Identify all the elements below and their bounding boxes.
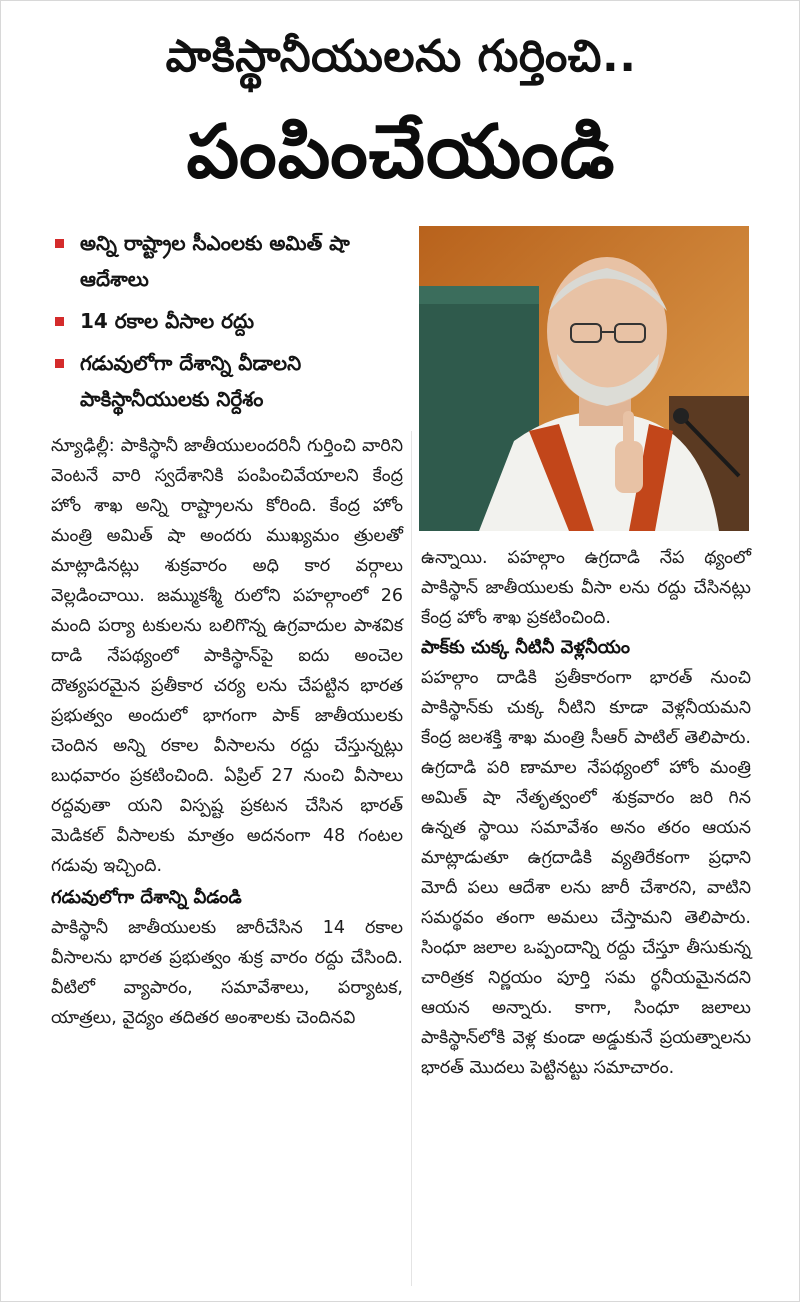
- highlight-item: [51, 225, 409, 297]
- article-column-left: [51, 431, 403, 1033]
- article-paragraph: ఉన్నాయి. పహల్గాం ఉగ్రదాడి నేప థ్యంలో పాకిస్థాన్ జాతీయులకు వీసా లను రద్దు చేసినట్లు కేంద్ర హోం శాఖ ప్రకటించింది.: [421, 548, 751, 628]
- headline-kicker: పాకిస్థానీయులను గుర్తించి..: [165, 31, 637, 82]
- article-subheading: గడువులోగా దేశాన్ని వీడండి: [51, 887, 242, 908]
- headline-main: పంపించేయండి: [186, 109, 616, 195]
- article-column-right: [421, 543, 751, 1083]
- article-paragraph: పహల్గాం దాడికి ప్రతీకారంగా భారత్ నుంచి పాకిస్థాన్‌కు చుక్క నీటిని కూడా వెళ్లనీయమని కేంద్ర జలశక్తి శాఖ మంత్రి సీఆర్ పాటిల్ తెలిపారు. ఉగ్రదాడి పరి ణామాల నేపథ్యంలో హోం మంత్రి అమిత్ షా నేతృత్వంలో శుక్రవారం జరి గిన ఉన్నత స్థాయి సమావేశం అనం తరం ఆయన మాట్లాడుతూ ఉగ్రదాడికి వ్యతిరేకంగా ప్రధాని మోదీ పలు ఆదేశా లను జారీ చేశారని, వాటిని సమర్థవం తంగా అమలు చేస్తామని తెలిపారు. సింధూ జలాల ఒప్పందాన్ని రద్దు చేస్తూ తీసుకున్న చారిత్రక నిర్ణయం పూర్తి సమ ర్థనీయమైనదని ఆయన అన్నారు. కాగా, సింధూ జలాలు పాకిస్థాన్‌లోకి వెళ్ల కుండా అడ్డుకునే ప్రయత్నాలను భారత్ మొదలు పెట్టినట్టు సమాచారం.: [421, 668, 751, 1078]
- article-paragraph: పాకిస్థానీ జాతీయులకు జారీచేసిన 14 రకాల వీసాలను భారత ప్రభుత్వం శుక్ర వారం రద్దు చేసింది. వీటిలో వ్యాపారం, సమావేశాలు, పర్యాటక, యాత్రలు, వైద్యం తదితర అంశాలకు చెందినవి: [51, 918, 403, 1028]
- bullet-square-icon: [55, 359, 64, 368]
- highlight-text: అన్ని రాష్ట్రాల సీఎంలకు అమిత్ షా ఆదేశాలు: [80, 231, 350, 291]
- article-subheading: పాక్‌కు చుక్క నీటినీ వెళ్లనీయం: [421, 637, 630, 658]
- column-divider: [411, 431, 412, 1286]
- bullet-square-icon: [55, 239, 64, 248]
- article-paragraph: న్యూఢిల్లీ: పాకిస్థానీ జాతీయులందరినీ గుర్తించి వారిని వెంటనే వారి స్వదేశానికి పంపించివేయాలని కేంద్ర హోం శాఖ అన్ని రాష్ట్రాలను కోరింది. కేంద్ర హోం మంత్రి అమిత్ షా అందరు ముఖ్యమం త్రులతో మాట్లాడినట్లు శుక్రవారం అధి కార వర్గాలు వెల్లడించాయి. జమ్ముకశ్మీ రులోని పహల్గాంలో 26 మంది పర్యా టకులను బలిగొన్న ఉగ్రవాదుల పాశవిక దాడి నేపథ్యంలో పాకిస్థాన్‌పై ఐదు అంచెల దౌత్యపరమైన ప్రతీకార చర్య లను చేపట్టిన భారత ప్రభుత్వం అందులో భాగంగా పాక్ జాతీయులకు చెందిన అన్ని రకాల వీసాలను రద్దు చేస్తున్నట్లు బుధవారం ప్రకటించింది. ఏప్రిల్ 27 నుంచి వీసాలు రద్దవుతా యని విస్పష్ట ప్రకటన చేసిన భారత్ మెడికల్ వీసాలకు మాత్రం అదనంగా 48 గంటల గడువు ఇచ్చింది.: [51, 436, 403, 876]
- highlight-item: [51, 345, 409, 417]
- news-photo: [419, 226, 749, 531]
- bullet-square-icon: [55, 317, 64, 326]
- speaker-photo-illustration: [419, 226, 749, 531]
- highlight-text: గడువులోగా దేశాన్ని వీడాలని పాకిస్థానీయులకు నిర్దేశం: [80, 351, 302, 411]
- highlight-text: 14 రకాల వీసాల రద్దు: [80, 309, 255, 333]
- highlights-list: [51, 225, 409, 423]
- highlight-item: [51, 303, 409, 339]
